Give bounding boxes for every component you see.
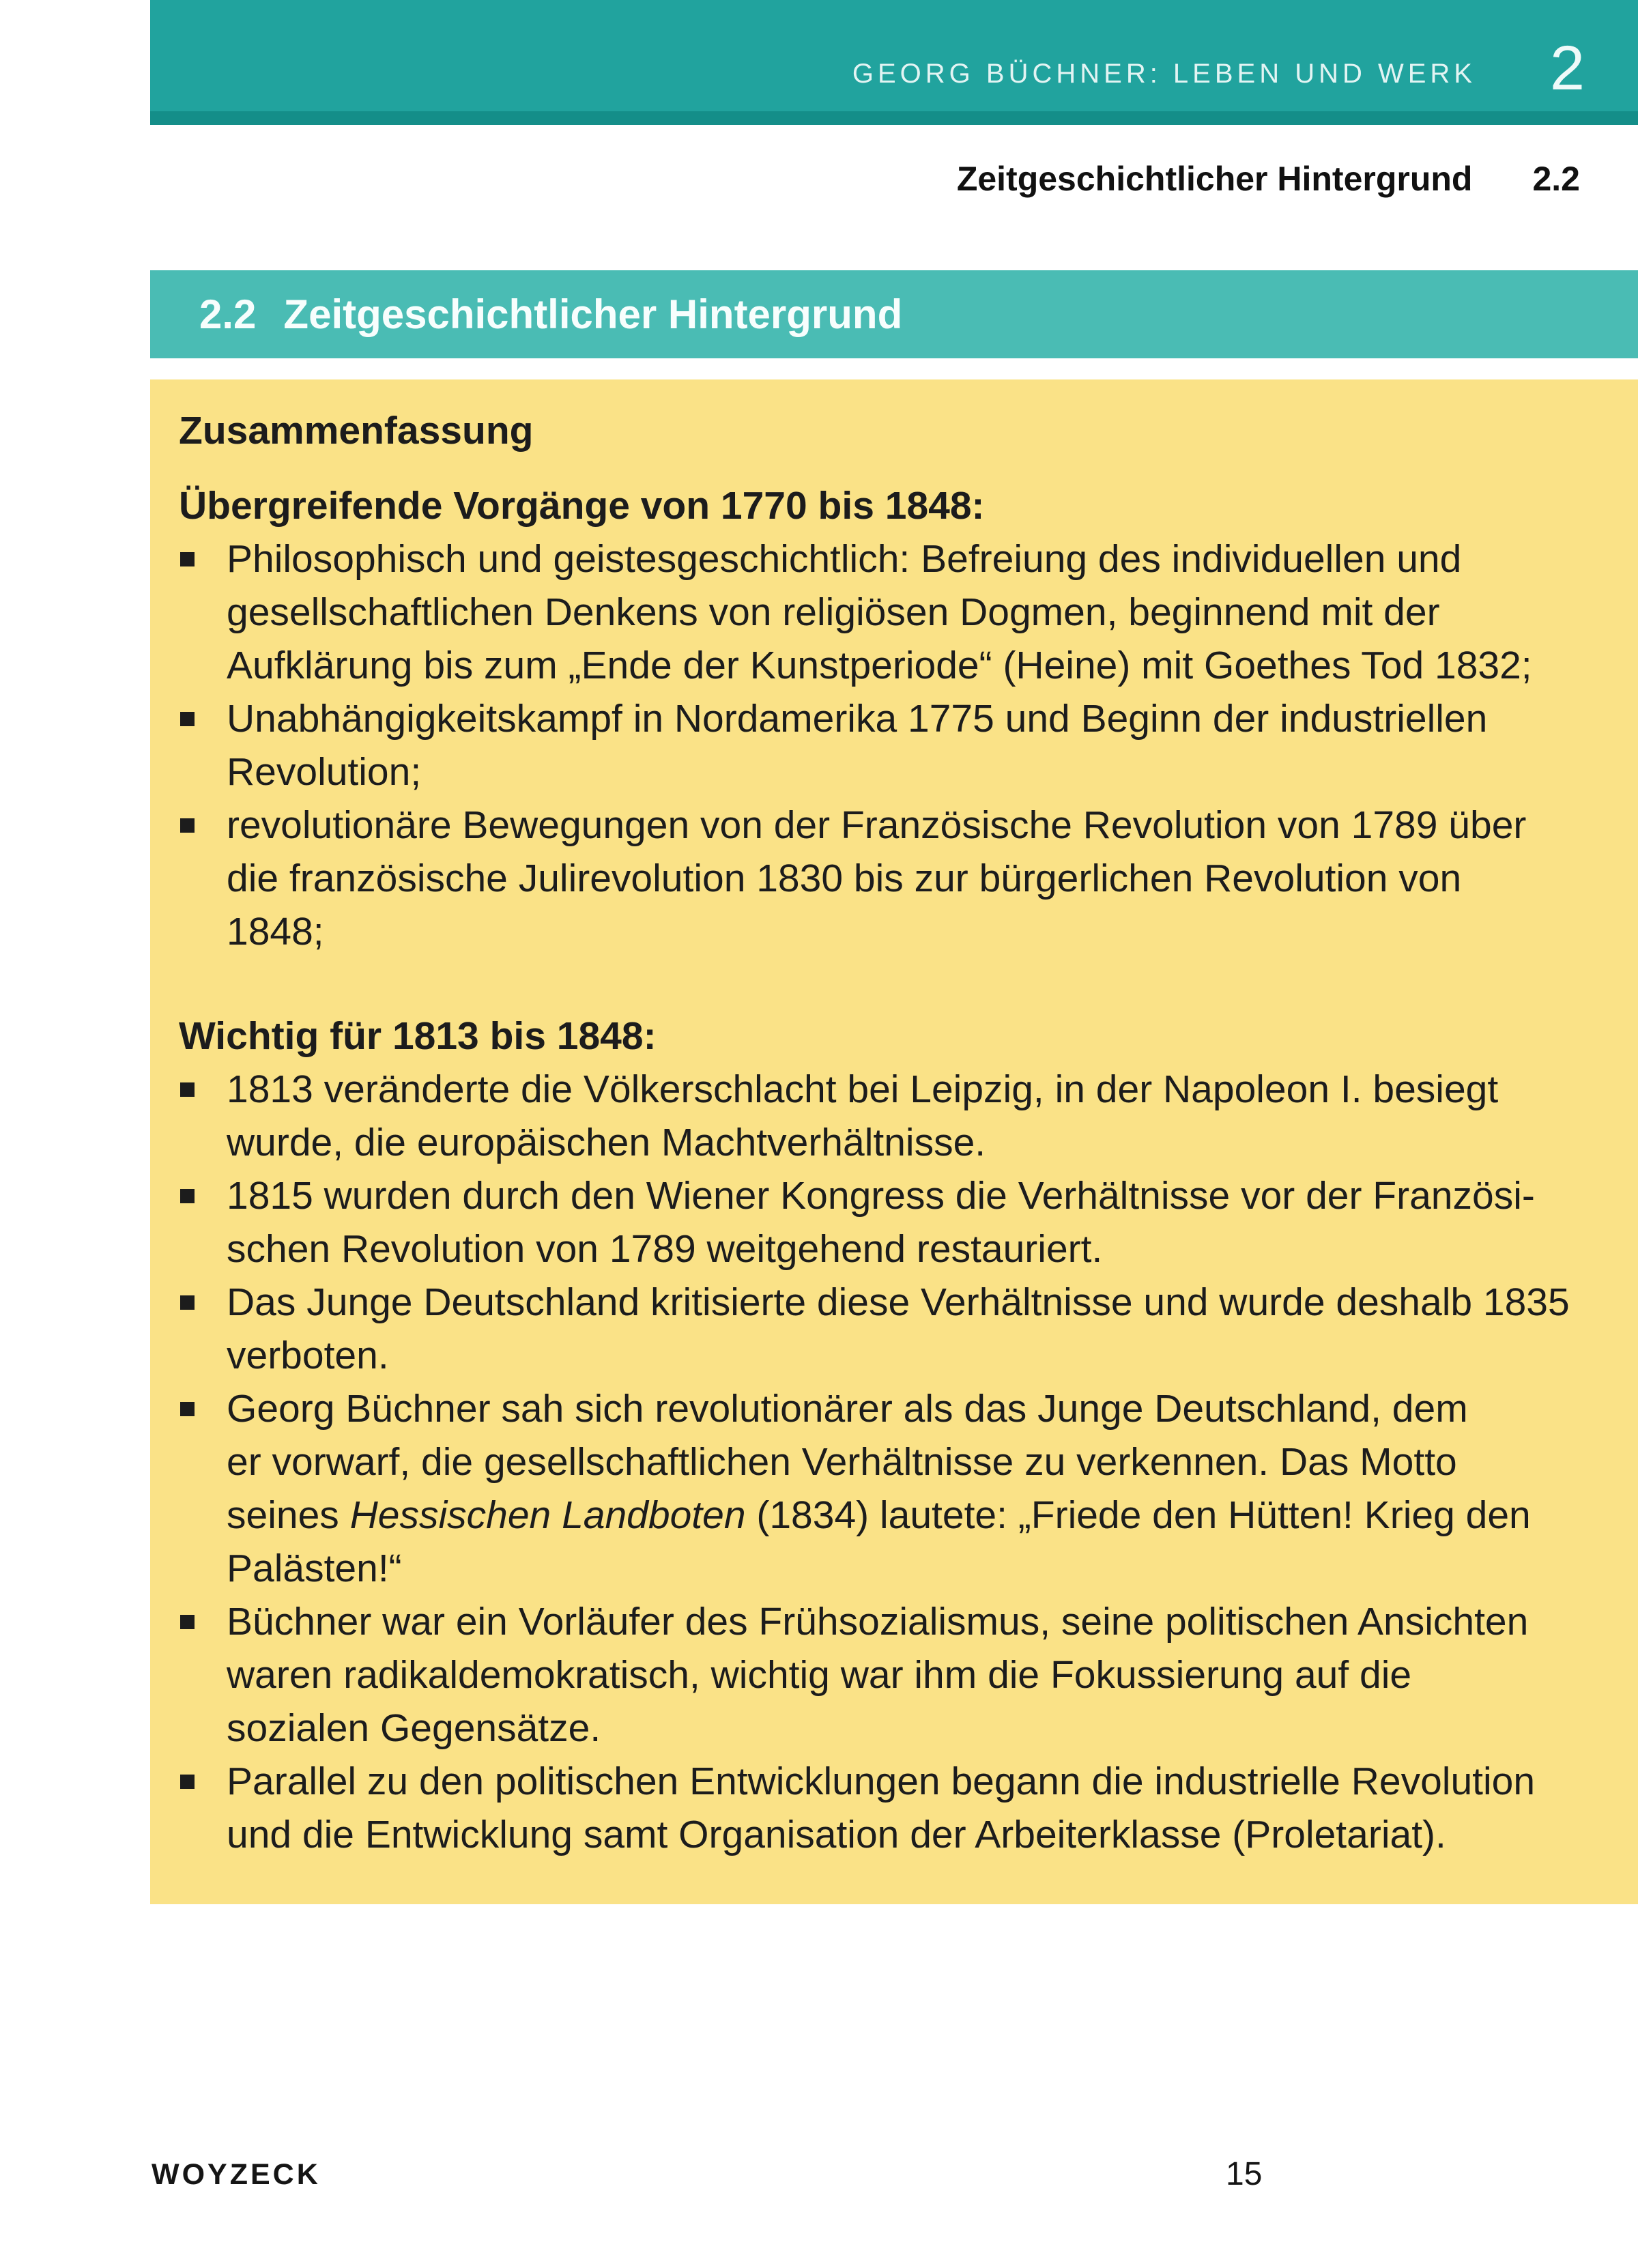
- bullet-square-icon: [180, 1189, 195, 1203]
- bullet-square-icon: [180, 712, 195, 726]
- list-item-line: Palästen!“: [227, 1547, 402, 1590]
- bullet-square-icon: [180, 552, 195, 566]
- list-item-line: Philosophisch und geistesgeschichtlich: Befreiung des individuellen und: [227, 537, 1462, 581]
- list-item: [179, 1755, 1578, 1861]
- list-item-line: Revolution;: [227, 750, 422, 794]
- list-item-line: gesellschaftlichen Denkens von religiösen Dogmen, beginnend mit der: [227, 590, 1440, 634]
- running-head: [957, 162, 1580, 196]
- bullet-square-icon: [180, 1615, 195, 1629]
- list-item-line: Das Junge Deutschland kritisierte diese Verhältnisse und wurde deshalb 1835: [227, 1280, 1570, 1324]
- list-item-line: Unabhängigkeitskampf in Nordamerika 1775 und Beginn der industriellen: [227, 697, 1488, 741]
- summary-box: [150, 379, 1638, 1904]
- list-item-line: revolutionäre Bewegungen von der Französische Revolution von 1789 über: [227, 803, 1527, 847]
- list-item: [179, 1063, 1578, 1169]
- list-item-line: er vorwarf, die gesellschaftlichen Verhältnisse zu verkennen. Das Motto: [227, 1440, 1457, 1484]
- footer-book-title: WOYZECK: [152, 2158, 321, 2191]
- footer-page-number: 15: [1226, 2156, 1263, 2192]
- list-item: [179, 1595, 1578, 1755]
- list-item: [179, 532, 1578, 692]
- list-item-line: die französische Julirevolution 1830 bis zur bürgerlichen Revolution von: [227, 857, 1462, 900]
- summary-title: Zusammenfassung: [179, 409, 534, 453]
- list-item-line: verboten.: [227, 1334, 389, 1377]
- list-item-line: Parallel zu den politischen Entwicklungen begann die industrielle Revolution: [227, 1760, 1536, 1803]
- list-item: [179, 692, 1578, 799]
- bullet-square-icon: [180, 1775, 195, 1789]
- bullet-square-icon: [180, 1402, 195, 1416]
- work-title-italic: Hessischen Landboten: [349, 1493, 746, 1537]
- section-title: Zeitgeschichtlicher Hintergrund: [283, 291, 903, 337]
- summary-group1-heading: Übergreifende Vorgänge von 1770 bis 1848:: [179, 484, 985, 528]
- list-item-line: Büchner war ein Vorläufer des Frühsozialismus, seine politischen Ansichten: [227, 1600, 1529, 1643]
- list-item-line: 1848;: [227, 910, 324, 953]
- bullet-square-icon: [180, 818, 195, 833]
- chapter-title: GEORG BÜCHNER: LEBEN UND WERK: [852, 59, 1476, 89]
- list-item-line: wurde, die europäischen Machtverhältnisse.: [227, 1121, 986, 1164]
- list-item-line: Georg Büchner sah sich revolutionärer als das Junge Deutschland, dem: [227, 1387, 1468, 1431]
- chapter-number: 2: [1549, 33, 1585, 103]
- list-item-line: und die Entwicklung samt Organisation der Arbeiterklasse (Proletariat).: [227, 1813, 1446, 1856]
- list-item: [179, 1169, 1578, 1276]
- list-item-line: 1815 wurden durch den Wiener Kongress die Verhältnisse vor der Französi-: [227, 1174, 1535, 1218]
- list-item-line: schen Revolution von 1789 weitgehend restauriert.: [227, 1227, 1103, 1271]
- summary-group2-heading: Wichtig für 1813 bis 1848:: [179, 1014, 657, 1058]
- list-item-line-segment: seines: [227, 1493, 350, 1537]
- list-item: [179, 1276, 1578, 1382]
- list-item: [179, 799, 1578, 958]
- bullet-square-icon: [180, 1082, 195, 1097]
- section-number: 2.2: [199, 291, 257, 337]
- list-item-line: [227, 1489, 1578, 1542]
- running-head-number: 2.2: [1532, 160, 1580, 198]
- section-title-bar: [150, 270, 1638, 358]
- list-item-line-segment: (1834) lautete: „Friede den Hütten! Krieg den: [745, 1493, 1531, 1537]
- chapter-header-bar: [150, 0, 1638, 125]
- bullet-square-icon: [180, 1295, 195, 1310]
- list-item-line: 1813 veränderte die Völkerschlacht bei Leipzig, in der Napoleon I. besiegt: [227, 1067, 1499, 1111]
- list-item-line: sozialen Gegensätze.: [227, 1706, 601, 1750]
- list-item: [179, 1382, 1578, 1595]
- list-item-line: Aufklärung bis zum „Ende der Kunstperiode“ (Heine) mit Goethes Tod 1832;: [227, 644, 1532, 687]
- list-item-line: waren radikaldemokratisch, wichtig war ihm die Fokussierung auf die: [227, 1653, 1412, 1697]
- running-head-title: Zeitgeschichtlicher Hintergrund: [956, 160, 1473, 198]
